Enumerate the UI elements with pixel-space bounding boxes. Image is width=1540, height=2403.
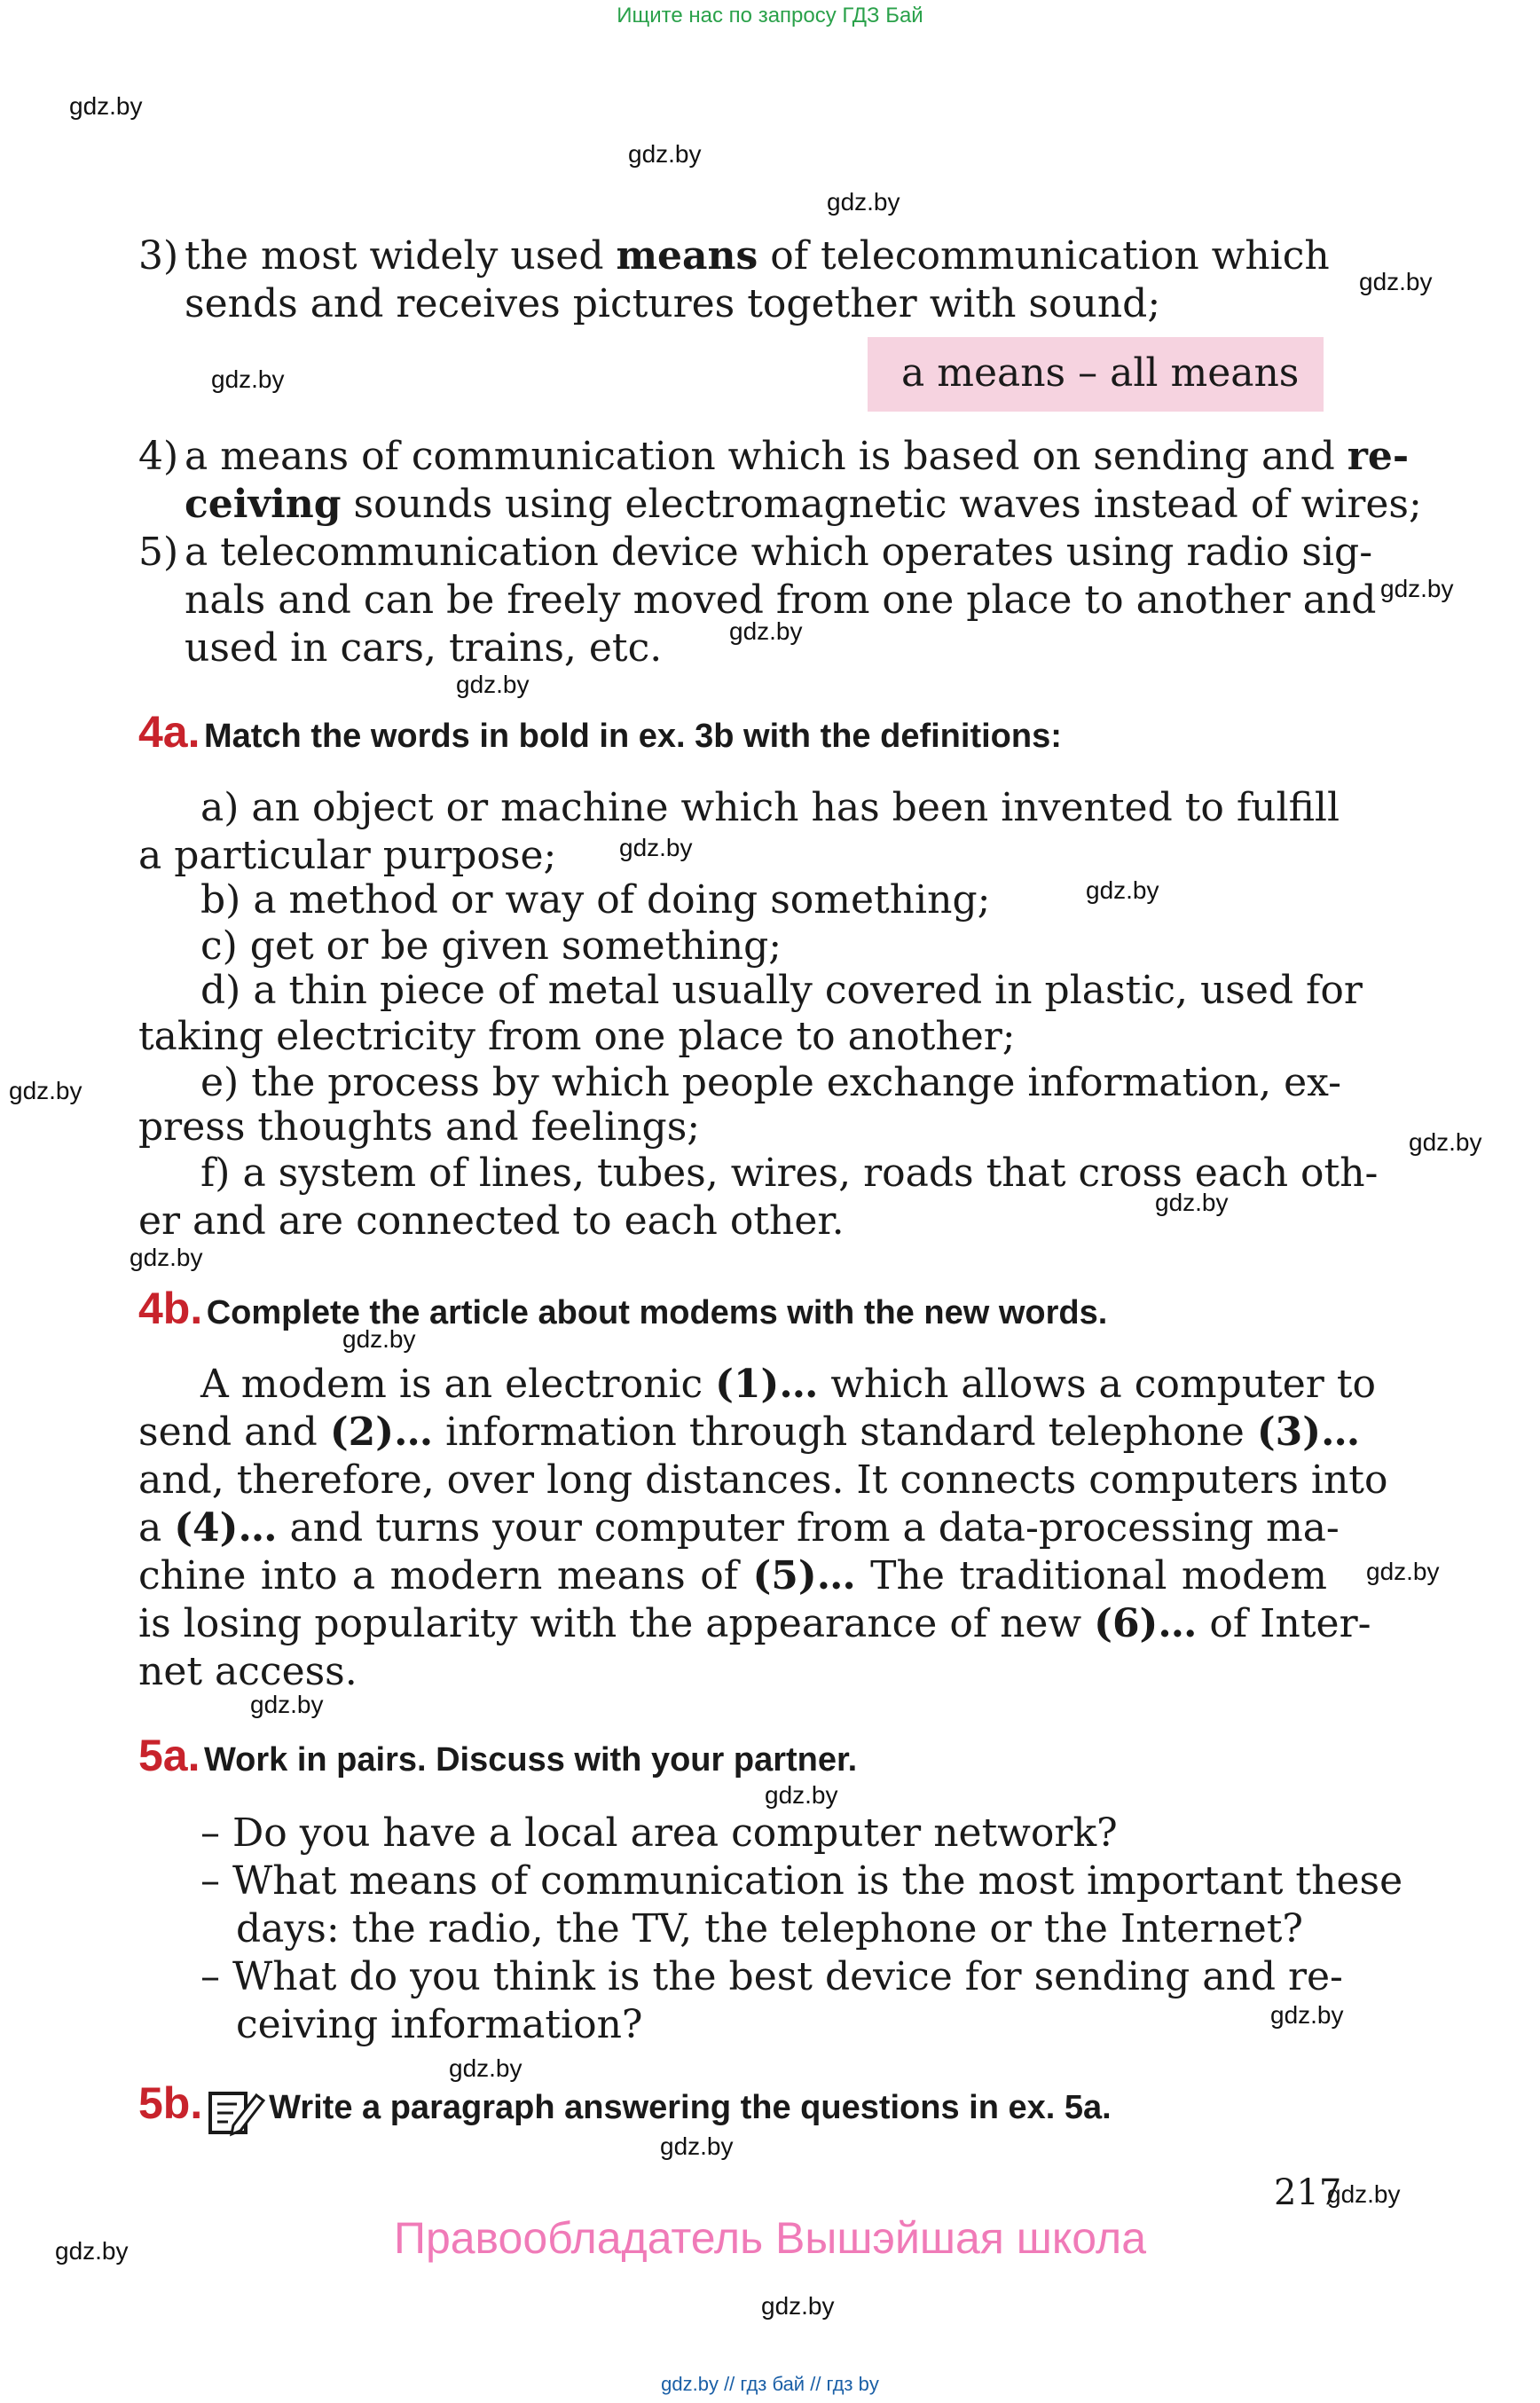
exercise-number: 4a. [138, 707, 200, 757]
definition-line: a) an object or machine which has been invented to fulfill [200, 785, 1340, 830]
vocabulary-note-text: a means – all means [901, 350, 1300, 396]
article-line: net access. [138, 1649, 358, 1694]
exercise-title: Write a paragraph answering the questions in ex. 5a. [269, 2089, 1112, 2126]
article-line: is losing popularity with the appearance of new (6)… of Inter- [138, 1601, 1371, 1646]
watermark: gdz.by [660, 2132, 734, 2160]
watermark: gdz.by [628, 140, 702, 168]
exercise-number: 5b. [138, 2078, 203, 2128]
article-line: and, therefore, over long distances. It connects computers into [138, 1457, 1388, 1503]
definition-line: c) get or be given something; [200, 923, 782, 969]
question-line: – Do you have a local area computer network? [200, 1810, 1118, 1856]
definition-line: er and are connected to each other. [138, 1198, 845, 1244]
watermark: gdz.by [1359, 268, 1433, 295]
copyright-holder: Правообладатель Вышэйшая школа [394, 2213, 1146, 2263]
watermark: gdz.by [1327, 2180, 1401, 2208]
question-line: – What means of communication is the most important these [200, 1858, 1403, 1904]
definition-line: b) a method or way of doing something; [200, 877, 991, 923]
item-number: 3) [138, 233, 179, 279]
exercise-title: Match the words in bold in ex. 3b with the definitions: [203, 718, 1062, 755]
watermark: gdz.by [250, 1691, 324, 1718]
exercise-title: Complete the article about modems with the new words. [206, 1294, 1108, 1331]
watermark: gdz.by [342, 1325, 416, 1353]
exercise-5b-heading [138, 2077, 1112, 2142]
vocabulary-note-box [868, 337, 1324, 412]
article-line: send and (2)… information through standard telephone (3)… [138, 1410, 1361, 1455]
watermark: gdz.by [1366, 1558, 1440, 1585]
item-number: 5) [138, 530, 179, 575]
definition-line: press thoughts and feelings; [138, 1104, 701, 1150]
article-line: chine into a modern means of (5)… The traditional modem [138, 1553, 1327, 1598]
watermark: gdz.by [456, 671, 530, 698]
definition-line: d) a thin piece of metal usually covered in plastic, used for [200, 968, 1363, 1013]
item-text-line: nals and can be freely moved from one place to another and [185, 577, 1377, 623]
item-number: 4) [138, 434, 179, 479]
watermark: gdz.by [1409, 1128, 1482, 1156]
item-text-line: the most widely used means of telecommunication which [185, 233, 1330, 279]
item-text-line: sends and receives pictures together with sound; [185, 281, 1161, 326]
watermark: gdz.by [449, 2054, 522, 2082]
watermark: gdz.by [1086, 876, 1159, 904]
exercise-title: Work in pairs. Discuss with your partner. [203, 1741, 858, 1779]
item-text-line: used in cars, trains, etc. [185, 625, 663, 671]
page-number: 217 [1274, 2172, 1342, 2213]
exercise-4a-heading [138, 706, 1062, 758]
watermark: gdz.by [827, 188, 900, 216]
exercise-number: 5a. [138, 1731, 200, 1780]
question-line: – What do you think is the best device for sending and re- [200, 1954, 1343, 1999]
watermark: gdz.by [765, 1781, 838, 1809]
watermark: gdz.by [729, 617, 803, 645]
article-line: A modem is an electronic (1)… which allows a computer to [200, 1362, 1377, 1407]
watermark: gdz.by [1270, 2001, 1344, 2029]
watermark: gdz.by [761, 2292, 835, 2320]
exercise-number: 4b. [138, 1284, 203, 1333]
watermark: gdz.by [69, 92, 143, 120]
watermark: gdz.by [211, 365, 285, 393]
definition-line: e) the process by which people exchange information, ex- [200, 1060, 1342, 1105]
exercise-4b-heading [138, 1283, 1107, 1334]
pencil-writing-icon [207, 2086, 265, 2142]
question-line: ceiving information? [236, 2002, 643, 2047]
watermark: gdz.by [619, 834, 693, 861]
watermark: gdz.by [1380, 575, 1454, 602]
definition-line: a particular purpose; [138, 833, 557, 878]
question-line: days: the radio, the TV, the telephone or the Internet? [236, 1906, 1304, 1951]
definition-line: f) a system of lines, tubes, wires, roads that cross each oth- [200, 1150, 1379, 1196]
exercise-5a-heading [138, 1730, 857, 1781]
item-text-line: ceiving sounds using electromagnetic waves instead of wires; [185, 482, 1422, 527]
bottom-links[interactable]: gdz.by // гдз бай // гдз by [661, 2373, 879, 2395]
item-text-line: a means of communication which is based on sending and re- [185, 434, 1410, 479]
item-text-line: a telecommunication device which operates using radio sig- [185, 530, 1373, 575]
watermark: gdz.by [9, 1077, 82, 1104]
watermark: gdz.by [55, 2237, 129, 2265]
top-note: Ищите нас по запросу ГДЗ Бай [617, 4, 923, 27]
definition-line: taking electricity from one place to another; [138, 1014, 1016, 1059]
watermark: gdz.by [130, 1244, 203, 1271]
article-line: a (4)… and turns your computer from a data-processing ma- [138, 1505, 1340, 1551]
watermark: gdz.by [1155, 1189, 1229, 1216]
